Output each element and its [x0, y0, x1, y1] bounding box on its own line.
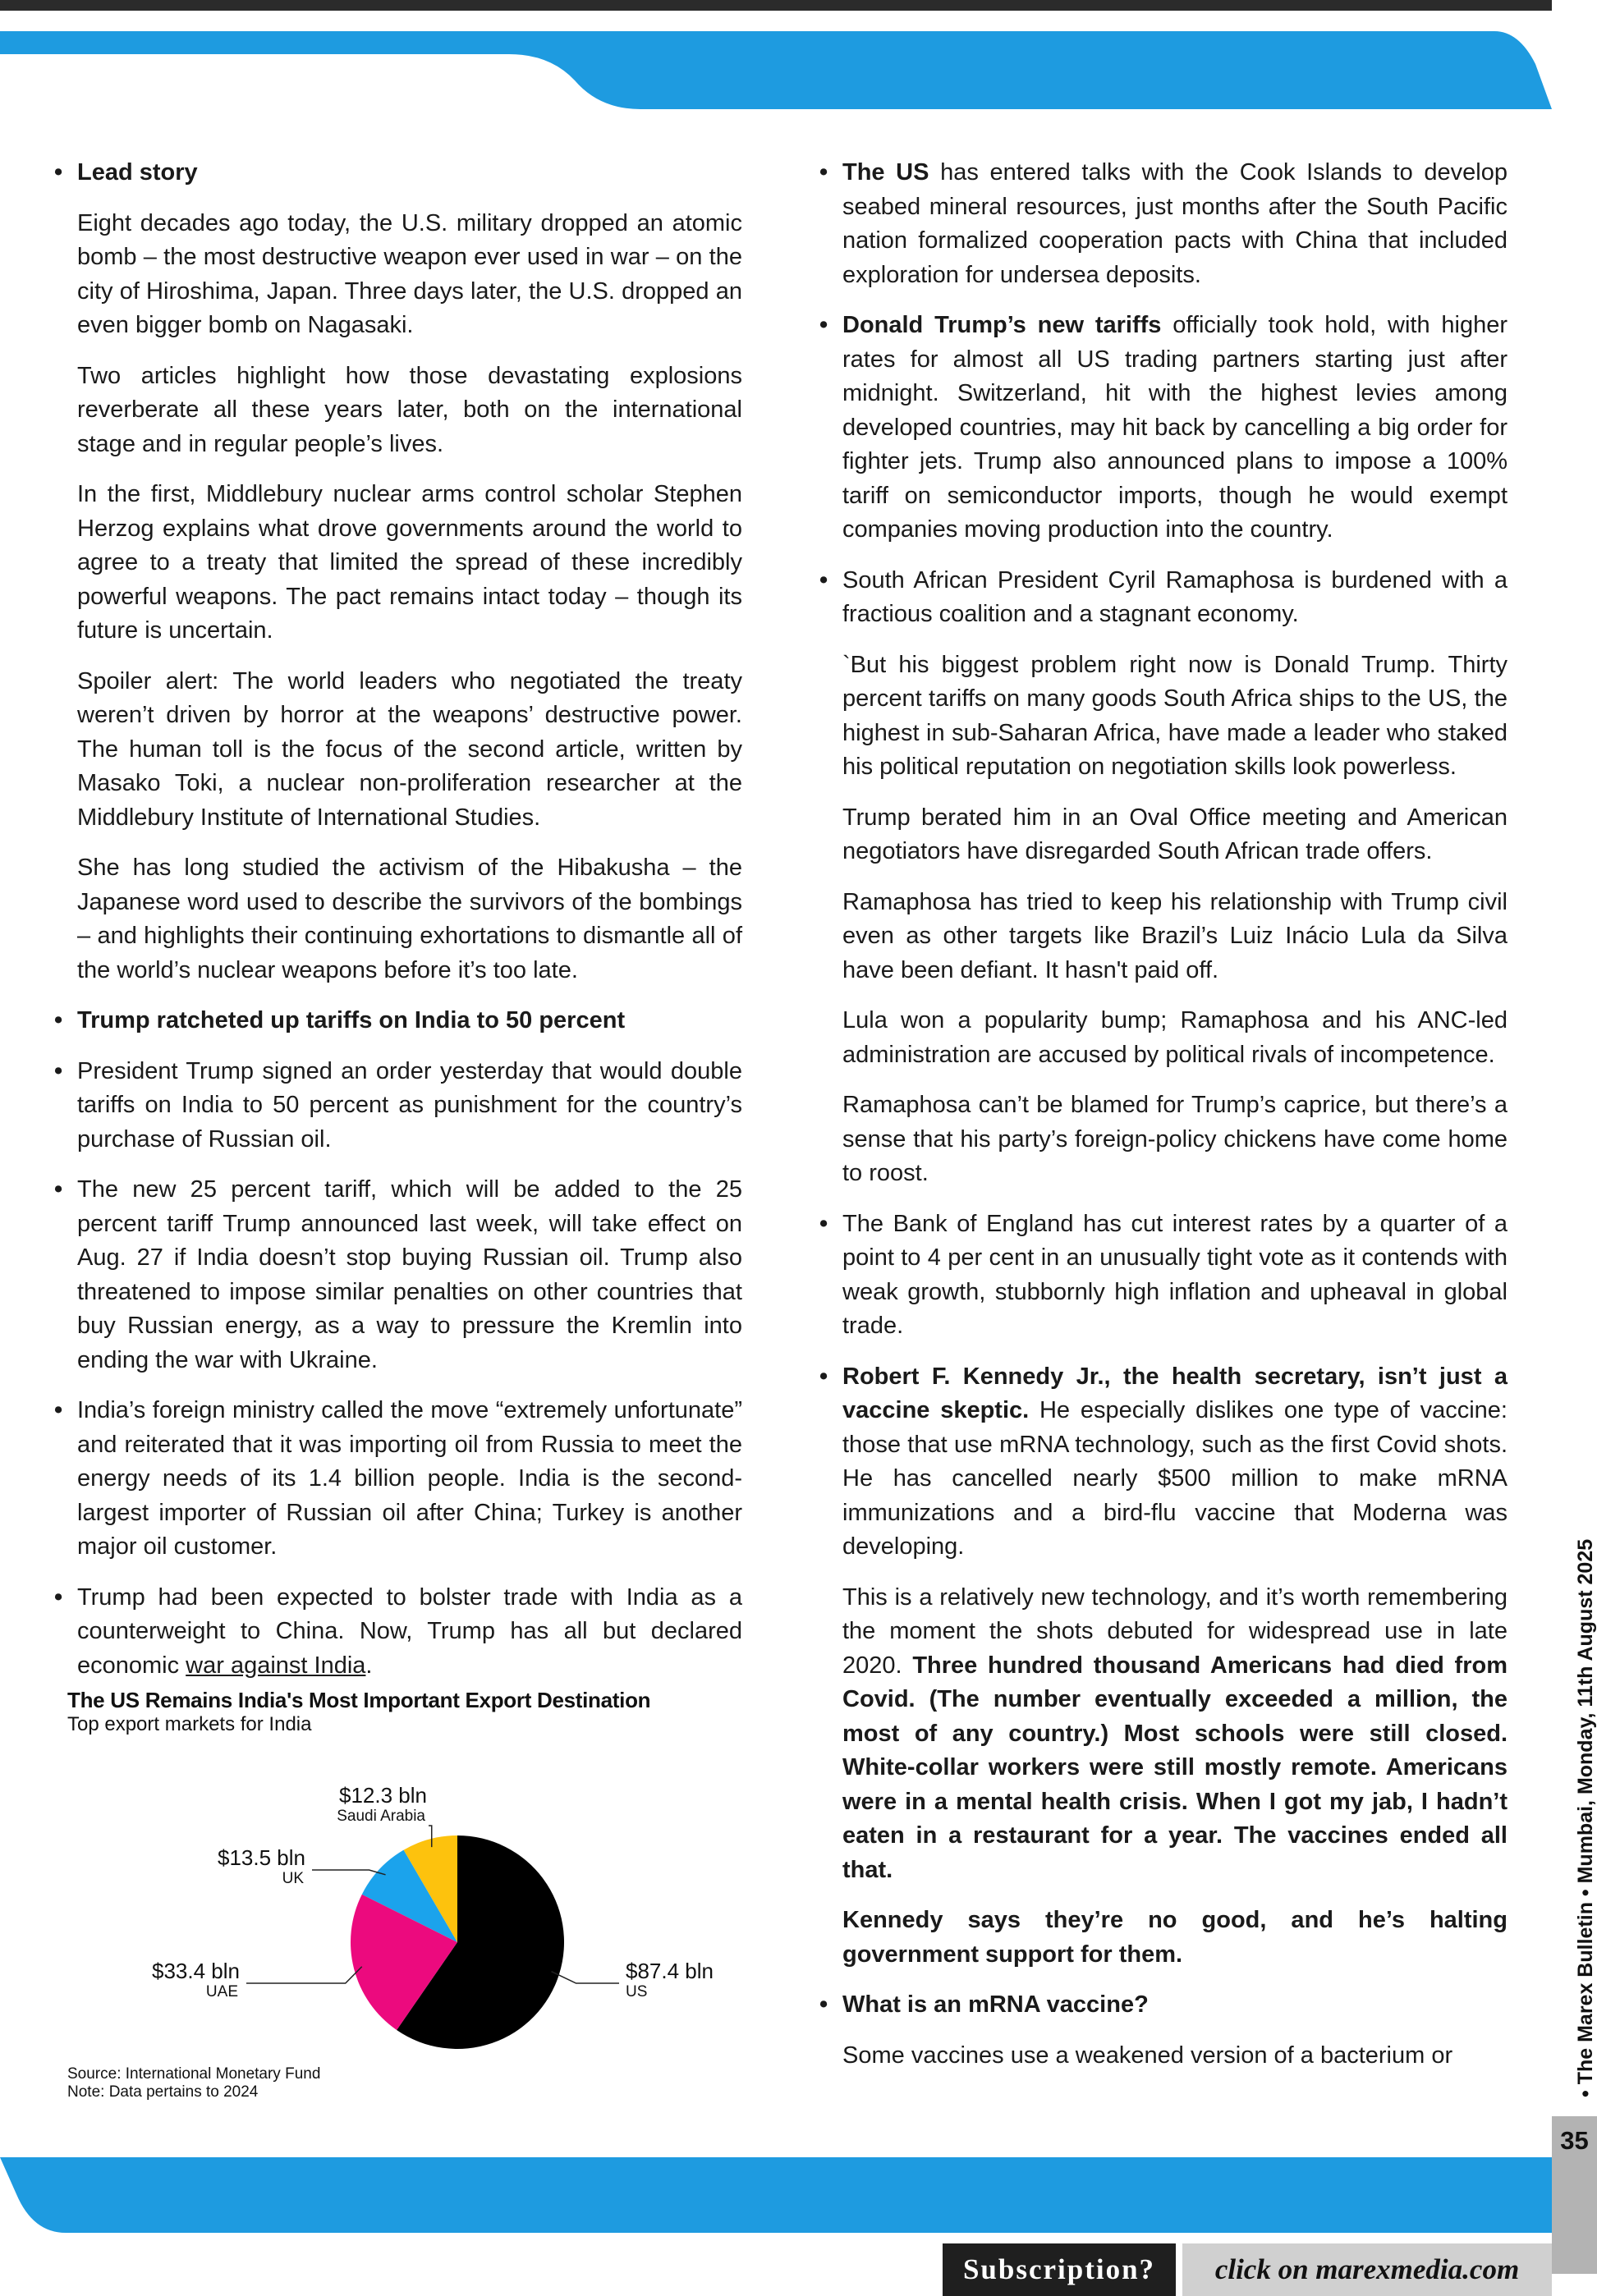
rfk-bullet [818, 1360, 1508, 1565]
chart-subtitle: Top export markets for India [67, 1713, 312, 1735]
rfk-text: He especially dislikes one type of vaccine: those that use mRNA technology, such as the first Covid shots. He has cancelled nearly $500 million to make mRNA immunizations and a bird-flu vaccine that Moderna was developing. [842, 1397, 1508, 1560]
mrna-heading: • What is an mRNA vaccine? [818, 1988, 1508, 2023]
rfk-bold: Robert F. Kennedy Jr., the health secretary, isn’t just a vaccine skeptic. [842, 1363, 1508, 1423]
trump-tariffs-bullet [818, 309, 1508, 548]
india-bullet-2: • The new 25 percent tariff, which will be added to the 25 percent tariff Trump announced last week, will take effect on Aug. 27 if India doesn’t stop buying Russian oil. Trump also threatened to impose similar penalties on other countries that buy Russian energy, as a way to pressure the Kremlin into ending the war with Ukraine. [53, 1173, 742, 1377]
tariffs-bold: Donald Trump’s new tariffs [842, 312, 1162, 338]
ramaphosa-paragraph-3: Ramaphosa has tried to keep his relationship with Trump civil even as other targets like Brazil’s Luiz Inácio Lula da Silva have been defiant. It hasn't paid off. [842, 888, 1508, 983]
mrna-paragraph: Some vaccines use a weakened version of a bacterium or [842, 2042, 1453, 2069]
chart-source [67, 2065, 320, 2101]
page-number-box [1552, 2116, 1597, 2274]
rfk-p1-text: This is a relatively new technology, and it’s worth remembering the moment the shots debuted for widespread use in late 2020. [842, 1583, 1508, 1679]
india-bullet-4-text: Trump had been expected to bolster trade with India as a counterweight to China. Now, Trump has all but declared economic [77, 1583, 742, 1679]
us-bold: The US [842, 159, 929, 186]
india-bullet-4 [53, 1581, 742, 1684]
slice-value-us: $87.4 bln [626, 1959, 714, 1983]
tariffs-text: officially took hold, with higher rates for almost all US trading partners starting just after midnight. Switzerland, hit with the highest levies among developed countries, may hit back by cancelling a big order for fighter jets. Trump also announced plans to impose a 100% tariff on semiconductor imports, though he would exempt companies moving production into the country. [842, 312, 1508, 543]
rfk-paragraph-1 [818, 1581, 1508, 1888]
chart-source-line: Source: International Monetary Fund [67, 2065, 321, 2083]
leader-line-uk [312, 1870, 386, 1875]
page-number: 35 [1560, 2126, 1589, 2155]
slice-value-uk: $13.5 bln [218, 1845, 305, 1870]
rfk-p1-bold: Three hundred thousand Americans had died from Covid. (The number eventually exceeded a million, the most of any country.) Most schools were still closed. White-collar workers were still mostly remote. Americans were in a mental health crisis. When I got my jab, I hadn’t eaten in a restaurant for a year. The vaccines ended all that. [842, 1652, 1508, 1883]
pie-svg [67, 1688, 749, 2115]
ramaphosa-paragraph-1: `But his biggest problem right now is Donald Trump. Thirty percent tariffs on many goods South Africa ships to the US, the highest in sub-Saharan Africa, have made a leader who staked his political reputation on negotiation skills look powerless. [842, 651, 1508, 780]
ramaphosa-paragraph-4: Lula won a popularity bump; Ramaphosa and his ANC-led administration are accused by political rivals of incompetence. [842, 1007, 1508, 1068]
ramaphosa-bullet: • South African President Cyril Ramaphosa is burdened with a fractious coalition and a stagnant economy. [818, 564, 1508, 632]
us-cook-islands-bullet [818, 156, 1508, 292]
lead-paragraph-1: Eight decades ago today, the U.S. military dropped an atomic bomb – the most destructive weapon ever used in war – on the city of Hiroshima, Japan. Three days later, the U.S. dropped an even bigger bomb on Nagasaki. [77, 209, 742, 338]
slice-label-saudi-arabia: Saudi Arabia [337, 1808, 425, 1825]
subscription-link[interactable]: click on marexmedia.com [1182, 2243, 1552, 2296]
top-rule [0, 0, 1552, 11]
bank-of-england-bullet: • The Bank of England has cut interest rates by a quarter of a point to 4 per cent in an unusually tight vote as it contends with weak growth, stubbornly high inflation and upheaval in global trade. [818, 1208, 1508, 1344]
header-banner [0, 31, 1552, 109]
chart-note-line: Note: Data pertains to 2024 [67, 2083, 259, 2101]
left-column [53, 156, 742, 1699]
lead-paragraph-4: Spoiler alert: The world leaders who negotiated the treaty weren’t driven by horror at the weapons’ destructive power. The human toll is the focus of the second article, written by Masako Toki, a nuclear non-proliferation researcher at the Middlebury Institute of International Studies. [77, 667, 742, 831]
slice-value-saudi-arabia: $12.3 bln [339, 1783, 427, 1808]
footer-wave [0, 2157, 1552, 2233]
leader-line-us [552, 1972, 619, 1983]
india-bullet-4-end: . [365, 1652, 373, 1679]
lead-paragraph-5: She has long studied the activism of the Hibakusha – the Japanese word used to describe the survivors of the bombings – and highlights their continuing exhortations to dismantle all of the world’s nuclear weapons before it’s too late. [77, 855, 742, 983]
rfk-paragraph-2: Kennedy says they’re no good, and he’s halting government support for them. [842, 1907, 1508, 1968]
lead-paragraph-2: Two articles highlight how those devastating explosions reverberate all these years later, both on the international stage and in regular people’s lives. [77, 362, 742, 457]
export-pie-chart [67, 1688, 749, 2115]
slice-label-uae: UAE [205, 1983, 238, 2000]
slice-value-uae: $33.4 bln [152, 1959, 240, 1983]
india-tariff-heading: • Trump ratcheted up tariffs on India to 50 percent [53, 1004, 742, 1038]
india-bullet-3: • India’s foreign ministry called the move “extremely unfortunate” and reiterated that it was importing oil from Russia to meet the energy needs of its 1.4 billion people. India is the second-largest importer of Russian oil after China; Turkey is another major oil customer. [53, 1394, 742, 1565]
lead-paragraph-3: In the first, Middlebury nuclear arms control scholar Stephen Herzog explains what drove governments around the world to agree to a treaty that limited the spread of these incredibly powerful weapons. The pact remains intact today – though its future is uncertain. [77, 481, 742, 644]
us-text: has entered talks with the Cook Islands to develop seabed mineral resources, just months after the South Pacific nation formalized cooperation pacts with China that included exploration for undersea deposits. [842, 159, 1508, 288]
right-column [818, 156, 1508, 2089]
ramaphosa-paragraph-2: Trump berated him in an Oval Office meeting and American negotiators have disregarded South African trade offers. [842, 804, 1508, 864]
subscription-label: Subscription? [943, 2243, 1176, 2296]
lead-story-heading: • Lead story [53, 156, 742, 190]
war-against-india-link[interactable]: war against India [186, 1652, 366, 1679]
leader-line-uae [246, 1967, 362, 1983]
sidebar-bulletin-text: • The Marex Bulletin • Mumbai, Monday, 11th August 2025 [1574, 1538, 1597, 2097]
india-bullet-1: • President Trump signed an order yesterday that would double tariffs on India to 50 percent as punishment for the country’s purchase of Russian oil. [53, 1055, 742, 1157]
chart-title: The US Remains India's Most Important Export Destination [67, 1688, 651, 1712]
slice-label-us: US [626, 1983, 648, 2000]
ramaphosa-paragraph-5: Ramaphosa can’t be blamed for Trump’s caprice, but there’s a sense that his party’s foreign-policy chickens have come home to roost. [842, 1092, 1508, 1186]
slice-label-uk: UK [282, 1870, 304, 1887]
